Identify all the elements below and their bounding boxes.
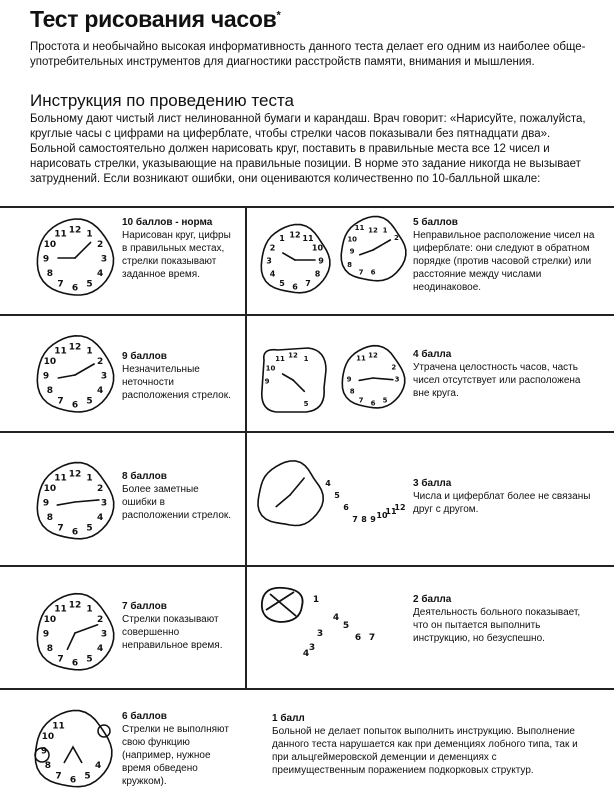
clock-hand <box>75 625 98 633</box>
clock-digit: 6 <box>71 658 79 669</box>
clock-drawing-5-reversed <box>255 220 335 300</box>
clock-digit: 5 <box>86 523 93 534</box>
clock-hand <box>360 250 373 255</box>
grid-divider <box>0 565 614 567</box>
clock-digit: 4 <box>325 479 331 488</box>
clock-digit: 4 <box>94 761 102 771</box>
page-title: Тест рисования часов* <box>30 6 281 32</box>
score-description-9: 9 баллов Незначительные неточности расположения стрелок. <box>122 351 231 401</box>
clock-digit: 6 <box>354 633 362 643</box>
clock-digit: 9 <box>42 629 50 640</box>
clock-digit: 3 <box>266 256 272 266</box>
clock-digit: 9 <box>349 247 355 256</box>
clock-digit: 12 <box>68 469 82 480</box>
instruction-paragraph: Больному дают чистый лист нелинованной бумаги и карандаш. Врач говорит: «Нарисуйте, пожалуйста, круглые часы с цифрами на циферблате, чтобы стрелки часов показывали без пятнадцати два». Больной самостоятельно должен нарисовать круг, поставить в правильные места все 12 чисел и нарисовать стрелки, указывающие на правильные позиции. В норме это задание никогда не вызывает затруднений. Если возникают ошибки, они оцениваются количественно по 10-балльной шкале: <box>30 113 586 185</box>
clock-digit: 8 <box>314 269 321 279</box>
clock-digit: 8 <box>44 761 52 771</box>
instruction-heading: Инструкция по проведению теста <box>30 91 295 110</box>
clock-digit: 8 <box>347 261 353 269</box>
clock-digit: 7 <box>358 396 364 405</box>
clock-hand <box>283 253 295 260</box>
clock-digit: 9 <box>42 498 50 509</box>
clock-digit: 4 <box>332 613 340 623</box>
clock-digit: 3 <box>100 254 108 265</box>
clock-hand <box>64 747 82 763</box>
score-description-8: 8 баллов Более заметные ошибки в расположении стрелок. <box>122 471 232 521</box>
clock-digit: 4 <box>96 269 104 279</box>
score-description-10: 10 баллов - норма Нарисован круг, цифры в правильных местах, стрелки показывают заданное время. <box>122 217 231 280</box>
clock-drawing-4-broken <box>252 340 334 420</box>
clock-digit: 11 <box>52 721 65 732</box>
clock-digit: 4 <box>96 644 104 654</box>
clock-hand <box>293 380 304 391</box>
clock-digit: 5 <box>84 771 91 782</box>
clock-digit: 6 <box>71 283 79 294</box>
clock-digit: 11 <box>354 224 365 233</box>
clock-digit: 2 <box>96 615 104 625</box>
clock-digit: 12 <box>368 226 378 235</box>
clock-hand <box>75 242 91 258</box>
clock-digit: 5 <box>334 491 340 500</box>
grid-divider <box>0 314 614 316</box>
clock-digit: 11 <box>54 346 67 357</box>
score-description-1: 1 балл Больной не делает попыток выполнить инструкцию. Выполнение данного теста нарушается как при деменциях лобного типа, так и при альцгеймеровской деменции и деменциях с преимущественным поражением подкорковых структур. <box>272 713 578 776</box>
clock-digit: 7 <box>55 771 62 782</box>
clock-digit: 5 <box>303 400 309 408</box>
clock-drawing-5-uneven <box>337 214 409 286</box>
clock-digit: 1 <box>86 346 93 357</box>
clock-digit: 2 <box>96 357 104 367</box>
clock-digit: 12 <box>68 225 82 236</box>
clock-digit: 6 <box>370 268 376 277</box>
clock-drawing-8 <box>30 457 120 547</box>
clock-digit: 12 <box>68 600 82 611</box>
clock-digit: 6 <box>69 775 77 786</box>
clock-hand <box>266 592 296 616</box>
clock-digit: 9 <box>42 371 50 382</box>
clock-digit: 5 <box>86 279 93 290</box>
clock-digit: 7 <box>57 654 64 665</box>
clock-digit: 1 <box>382 226 388 235</box>
clock-digit: 8 <box>349 387 355 396</box>
clock-hand <box>373 240 390 250</box>
clock-digit: 3 <box>394 375 400 384</box>
clock-digit: 5 <box>342 621 350 631</box>
clock-drawing-9 <box>30 330 120 420</box>
clock-digit: 3 <box>100 498 108 509</box>
clock-digit: 10 <box>265 364 276 373</box>
clock-digit: 8 <box>46 386 54 396</box>
clock-drawing-7 <box>30 588 120 678</box>
clock-digit: 3 <box>308 643 316 653</box>
clock-digit: 12 <box>368 351 378 360</box>
clock-drawing-4-missing <box>336 340 410 414</box>
clock-digit: 3 <box>100 629 108 640</box>
clock-digit: 11 <box>302 234 314 243</box>
score-description-3: 3 балла Числа и циферблат более не связаны друг с другом. <box>413 478 591 515</box>
score-description-6: 6 баллов Стрелки не выполняют свою функцию (например, нужное время обведено кружком). <box>122 711 229 787</box>
clock-digit: 9 <box>346 375 352 384</box>
clock-digit: 10 <box>376 511 388 520</box>
clock-digit: 8 <box>46 644 54 654</box>
clock-hand <box>359 378 373 380</box>
clock-digit: 10 <box>41 732 55 742</box>
clock-digit: 5 <box>279 279 285 288</box>
grid-divider <box>0 688 614 690</box>
clock-digit: 1 <box>86 604 93 615</box>
clock-digit: 7 <box>358 268 364 277</box>
clock-digit: 11 <box>54 229 67 240</box>
clock-digit: 8 <box>361 515 367 524</box>
clock-digit: 7 <box>57 279 64 290</box>
grid-divider <box>0 431 614 433</box>
clock-digit: 7 <box>305 279 311 288</box>
score-description-2: 2 балла Деятельность больного показывает, что он пытается выполнить инструкцию, но безуспешно. <box>413 594 581 644</box>
clock-drawing-3 <box>250 440 410 535</box>
clock-digit: 9 <box>40 746 48 757</box>
clock-digit: 2 <box>393 234 399 242</box>
clock-digit: 11 <box>385 507 397 516</box>
clock-digit: 10 <box>43 484 57 494</box>
clock-hand <box>276 495 290 507</box>
clock-digit: 9 <box>370 515 376 524</box>
clock-digit: 12 <box>289 230 301 240</box>
score-description-4: 4 балла Утрачена целостность часов, часть чисел отсутствует или расположена вне круга. <box>413 349 581 399</box>
clock-digit: 9 <box>42 254 50 265</box>
intro-paragraph: Простота и необычайно высокая информативность данного теста делает его одним из наиболее обще-употребительных инструментов для диагностики расстройств памяти, внимания и мышления. <box>30 41 586 68</box>
clock-digit: 6 <box>292 282 298 292</box>
clock-digit: 2 <box>391 363 397 372</box>
clock-digit: 1 <box>312 595 320 605</box>
clock-digit: 8 <box>46 269 54 279</box>
clock-hand <box>373 378 393 380</box>
clock-digit: 9 <box>318 256 324 266</box>
clock-digit: 6 <box>343 503 349 512</box>
clock-digit: 1 <box>86 229 93 240</box>
clock-digit: 10 <box>311 243 324 253</box>
clock-digit: 8 <box>46 513 54 523</box>
clock-hand <box>283 374 293 380</box>
score-description-7: 7 баллов Стрелки показывают совершенно неправильное время. <box>122 601 223 651</box>
clock-digit: 1 <box>86 473 93 484</box>
grid-divider <box>0 206 614 208</box>
clock-digit: 1 <box>303 355 309 363</box>
clock-digit: 7 <box>368 633 376 643</box>
clock-digit: 2 <box>96 240 104 250</box>
grid-column-divider <box>245 206 247 688</box>
clock-hand <box>58 375 75 378</box>
clock-digit: 2 <box>96 484 104 494</box>
clock-digit: 4 <box>96 386 104 396</box>
clock-digit: 7 <box>57 523 64 534</box>
clock-hand <box>67 633 75 649</box>
clock-digit: 4 <box>269 269 276 279</box>
score-description-5: 5 баллов Неправильное расположение чисел на циферблате: они следуют в обратном порядке (против часовой стрелки) или расстояние между числами неодинаковое. <box>413 217 595 293</box>
clock-digit: 11 <box>54 473 67 484</box>
clock-digit: 6 <box>370 399 376 408</box>
clock-digit: 1 <box>279 234 285 243</box>
clock-drawing-10 <box>30 213 120 303</box>
clock-digit: 5 <box>382 396 388 405</box>
clock-digit: 12 <box>288 351 298 360</box>
clock-digit: 4 <box>302 649 310 659</box>
clock-hand <box>290 478 304 495</box>
clock-digit: 10 <box>347 235 358 244</box>
clock-digit: 3 <box>100 371 108 382</box>
clock-digit: 11 <box>356 354 366 363</box>
clock-hand <box>75 364 94 375</box>
clock-digit: 7 <box>57 396 64 407</box>
clock-hand <box>57 502 75 505</box>
clock-digit: 9 <box>264 377 270 386</box>
clock-digit: 2 <box>269 243 276 253</box>
clock-digit: 6 <box>71 527 79 538</box>
clock-digit: 7 <box>352 515 358 524</box>
clock-digit: 6 <box>71 400 79 411</box>
clock-digit: 10 <box>43 357 57 367</box>
clock-digit: 4 <box>96 513 104 523</box>
clock-digit: 5 <box>86 396 93 407</box>
clock-hand <box>75 500 99 502</box>
clock-digit: 11 <box>275 355 285 363</box>
clock-drawing-2 <box>250 580 410 670</box>
clock-digit: 11 <box>54 604 67 615</box>
clock-drawing-6 <box>28 705 118 795</box>
clock-digit: 5 <box>86 654 93 665</box>
clock-digit: 3 <box>316 629 324 639</box>
clock-digit: 12 <box>394 503 406 512</box>
clock-digit: 10 <box>43 615 57 625</box>
clock-digit: 12 <box>68 342 82 353</box>
clock-digit: 10 <box>43 240 57 250</box>
